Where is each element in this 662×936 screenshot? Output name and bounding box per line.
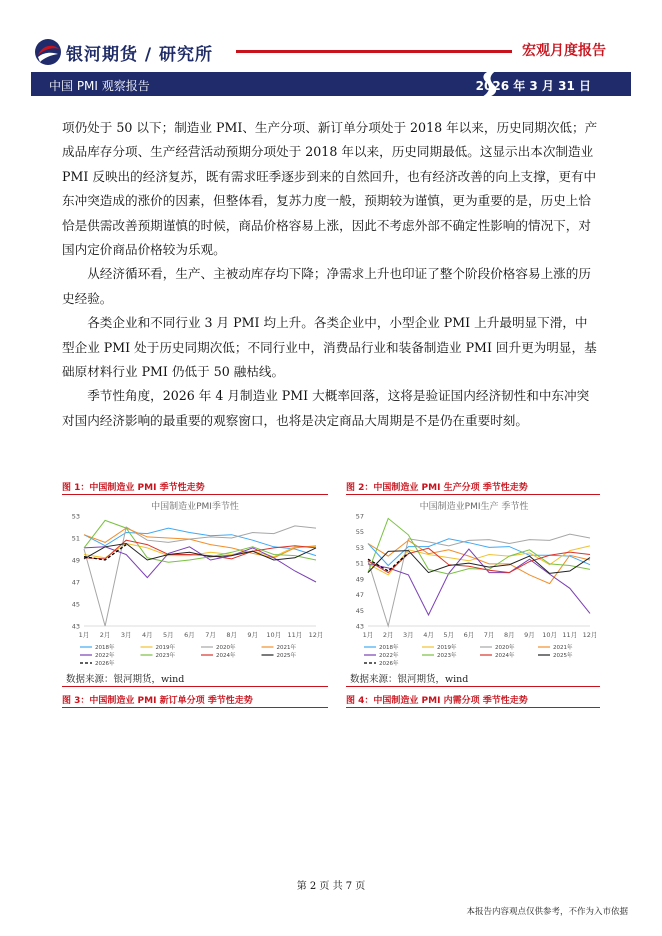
y-tick-label: 57 [355, 512, 364, 521]
y-tick-label: 43 [71, 622, 80, 631]
legend-label: 2024年 [216, 653, 236, 660]
figure-4-title: 图 4：中国制造业 PMI 内需分项 季节性走势 [346, 696, 528, 706]
x-tick-label: 6月 [463, 631, 475, 639]
report-date: 2026 年 3 月 31 日 [475, 79, 591, 93]
series-line-2023年 [84, 520, 316, 562]
series-line-2020年 [84, 526, 316, 626]
legend-label: 2025年 [276, 653, 296, 660]
x-tick-label: 1月 [362, 631, 374, 639]
x-tick-label: 7月 [205, 631, 216, 639]
x-tick-label: 9月 [247, 631, 259, 639]
paragraph: 从经济循环看，生产、主被动库存均下降；净需求上升也印证了整个阶段价格容易上涨的历史经验。 [62, 266, 591, 306]
y-tick-label: 55 [355, 528, 364, 537]
header-red-rule [236, 50, 512, 53]
legend-label: 2026年 [379, 661, 399, 668]
legend-label: 2018年 [379, 645, 399, 652]
figure-2-rule [346, 494, 600, 495]
figure-3-rule [62, 707, 328, 708]
x-tick-label: 12月 [308, 631, 324, 639]
y-tick-label: 53 [71, 512, 80, 521]
x-tick-label: 7月 [483, 631, 495, 639]
figure-2-title: 图 2：中国制造业 PMI 生产分项 季节性走势 [346, 483, 528, 493]
legend-label: 2019年 [437, 645, 457, 652]
y-tick-label: 45 [71, 600, 80, 609]
legend-label: 2024年 [495, 653, 515, 660]
title-bar [31, 72, 631, 96]
legend-label: 2020年 [495, 645, 515, 652]
y-tick-label: 53 [355, 543, 364, 552]
pmi-seasonal-chart [64, 498, 326, 668]
x-tick-label: 12月 [582, 631, 598, 639]
legend-label: 2025年 [553, 653, 573, 660]
legend-label: 2023年 [437, 653, 457, 660]
galaxy-futures-logo-icon [34, 38, 62, 66]
figure-4-rule [346, 707, 600, 708]
x-tick-label: 3月 [120, 631, 132, 639]
legend-label: 2026年 [95, 661, 115, 668]
x-tick-label: 11月 [562, 631, 578, 639]
x-tick-label: 10月 [266, 631, 282, 639]
y-tick-label: 49 [71, 556, 80, 565]
x-tick-label: 8月 [503, 631, 515, 639]
legend-label: 2019年 [155, 645, 175, 652]
page-number: 第 2 页 共 7 页 [296, 881, 366, 892]
figure-1-rule [62, 494, 328, 495]
x-tick-label: 2月 [99, 631, 111, 639]
figure-1-source: 数据来源：银河期货，wind [66, 674, 185, 685]
report-type: 宏观月度报告 [522, 43, 606, 59]
x-tick-label: 4月 [423, 631, 434, 639]
x-tick-label: 4月 [141, 631, 153, 639]
brand-name: 银河期货 / 研究所 [66, 45, 214, 65]
legend-label: 2023年 [155, 653, 175, 660]
y-tick-label: 51 [71, 534, 80, 543]
figure-1-title: 图 1：中国制造业 PMI 季节性走势 [62, 483, 205, 493]
figure-3-title: 图 3：中国制造业 PMI 新订单分项 季节性走势 [62, 696, 253, 706]
x-tick-label: 10月 [542, 631, 558, 639]
y-tick-label: 49 [355, 575, 364, 584]
x-tick-label: 5月 [443, 631, 455, 639]
series-line-2021年 [368, 540, 590, 583]
legend-label: 2018年 [95, 645, 115, 652]
paragraph: 季节性角度，2026 年 4 月制造业 PMI 大概率回落，这将是验证国内经济韧性和中东冲突对国内经济影响的最重要的观察窗口，也将是决定商品大周期是不是仍在重要时刻。 [62, 388, 590, 428]
pmi-production-seasonal-chart [348, 498, 600, 668]
legend-label: 2020年 [216, 645, 236, 652]
figure-2-bottom-rule [346, 686, 600, 687]
x-tick-label: 9月 [524, 631, 535, 639]
series-line-2022年 [84, 547, 316, 582]
x-tick-label: 3月 [403, 631, 414, 639]
figure-1-bottom-rule [62, 686, 328, 687]
body-text [62, 116, 600, 433]
x-tick-label: 8月 [226, 631, 237, 639]
legend-label: 2021年 [276, 645, 296, 652]
y-tick-label: 51 [355, 559, 364, 568]
paragraph: 各类企业和不同行业 3 月 PMI 均上升。各类企业中，小型企业 PMI 上升最明显下滑，中型企业 PMI 处于历史同期次低；不同行业中，消费品行业和装备制造业 PMI 回升更为明显，基础原材料行业 PMI 仍低于 50 融枯线。 [62, 315, 597, 380]
chart-title: 中国制造业PMI季节性 [151, 502, 239, 512]
legend-label: 2021年 [553, 645, 573, 652]
x-tick-label: 5月 [163, 631, 174, 639]
y-tick-label: 47 [71, 578, 80, 587]
figure-2-source: 数据来源：银河期货，wind [350, 674, 469, 685]
y-tick-label: 45 [355, 606, 364, 615]
paragraph: 项仍处于 50 以下；制造业 PMI、生产分项、新订单分项处于 2018 年以来，历史同期次低；产成品库存分项、生产经营活动预期分项处于 2018 年以来，历史同期最低。这显示出本次制造业 PMI 反映出的经济复苏，既有需求旺季逐步到来的自然回升，也有经济改善的向上支撑，更有中东冲突造成的涨价的因素，但整体看，复苏力度一般，预期较为谨慎，更为重要的是，历史上恰恰是供需改善预期谨慎的时候，商品价格容易上涨，因此不考虑外部不确定性影响的情况下，对国内定价商品价格较为乐观。 [62, 120, 598, 258]
legend-label: 2022年 [379, 653, 399, 660]
x-tick-label: 2月 [382, 631, 394, 639]
x-tick-label: 1月 [78, 631, 90, 639]
y-tick-label: 43 [355, 622, 364, 631]
disclaimer: 本报告内容观点仅供参考，不作为入市依据 [466, 907, 628, 917]
legend-label: 2022年 [95, 653, 115, 660]
chart-title: 中国制造业PMI生产 季节性 [419, 502, 529, 512]
series-line-2024年 [84, 540, 316, 559]
x-tick-label: 11月 [287, 631, 303, 639]
series-line-2020年 [368, 534, 590, 626]
y-tick-label: 47 [355, 591, 364, 600]
report-name: 中国 PMI 观察报告 [49, 79, 150, 93]
x-tick-label: 6月 [184, 631, 195, 639]
